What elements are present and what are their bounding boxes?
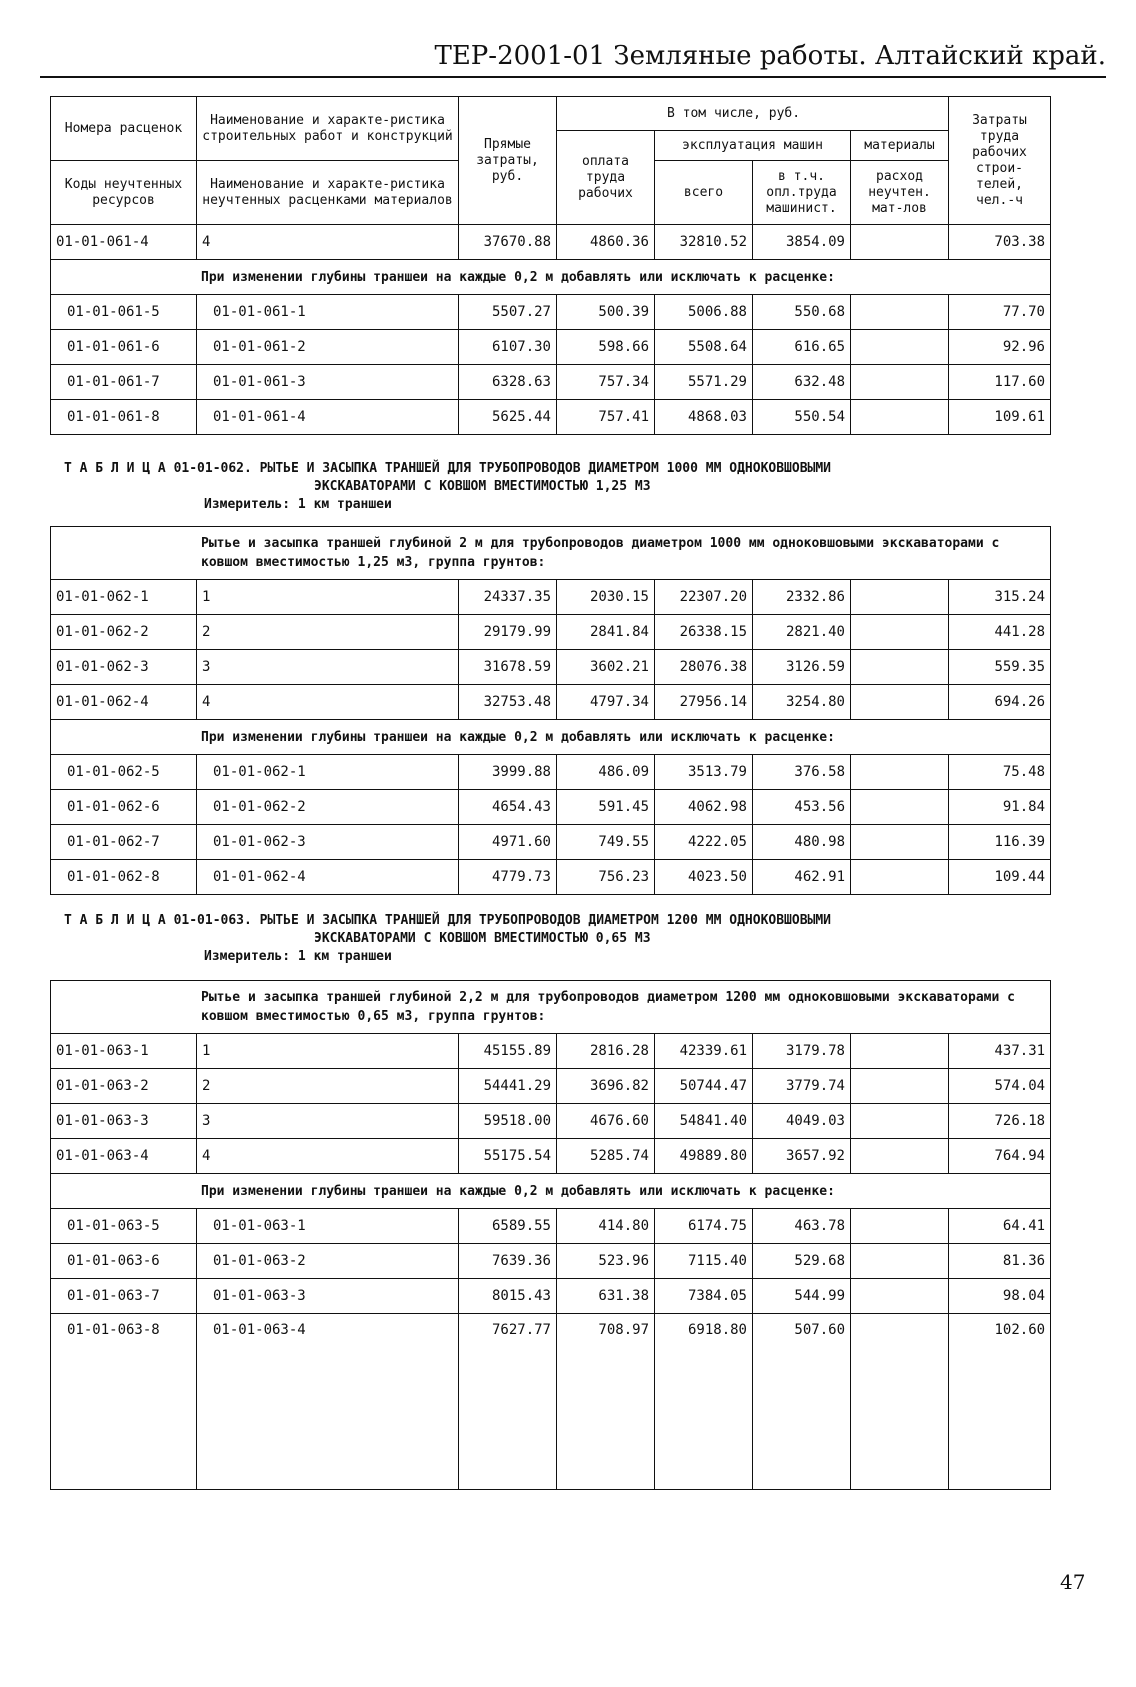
labor-hours: 315.24 [949,580,1051,615]
machinist-cost: 376.58 [753,755,851,790]
table-row [51,400,1051,435]
materials-cost [851,1314,949,1490]
direct-cost: 8015.43 [459,1279,557,1314]
materials-cost [851,295,949,330]
labor-hours: 98.04 [949,1279,1051,1314]
wages-cost: 2841.84 [557,615,655,650]
rate-code: 01-01-063-4 [51,1139,197,1174]
rate-code: 01-01-061-4 [51,225,197,260]
rate-code: 01-01-062-6 [51,790,197,825]
rate-name: 01-01-062-3 [197,825,459,860]
col-name: Наименование и характе-ристика строительных работ и конструкций [197,97,459,161]
table-row [51,1104,1051,1139]
materials-cost [851,365,949,400]
wages-cost: 4797.34 [557,685,655,720]
materials-cost [851,685,949,720]
direct-cost: 7627.77 [459,1314,557,1490]
machinist-cost: 3779.74 [753,1069,851,1104]
materials-cost [851,1034,949,1069]
col-wages: оплата труда рабочих [557,131,655,225]
rate-name: 4 [197,225,459,260]
table-row [51,615,1051,650]
materials-cost [851,1209,949,1244]
materials-cost [851,1139,949,1174]
table-row [51,755,1051,790]
rate-code: 01-01-062-5 [51,755,197,790]
machines-cost: 50744.47 [655,1069,753,1104]
table-title-line: ЭКСКАВАТОРАМИ С КОВШОМ ВМЕСТИМОСТЬЮ 0,65 М3 [314,931,651,946]
rate-name: 1 [197,1034,459,1069]
table-061 [50,96,1051,435]
rate-code: 01-01-062-2 [51,615,197,650]
materials-cost [851,1069,949,1104]
machines-cost: 3513.79 [655,755,753,790]
direct-cost: 5625.44 [459,400,557,435]
machinist-cost: 3126.59 [753,650,851,685]
direct-cost: 45155.89 [459,1034,557,1069]
col-direct: Прямые затраты, руб. [459,97,557,225]
table-row [51,1139,1051,1174]
machinist-cost: 550.68 [753,295,851,330]
machinist-cost: 550.54 [753,400,851,435]
col-incl-machinist: в т.ч. опл.труда машинист. [753,161,851,225]
machines-cost: 5006.88 [655,295,753,330]
labor-hours: 726.18 [949,1104,1051,1139]
rate-name: 01-01-063-3 [197,1279,459,1314]
machinist-cost: 544.99 [753,1279,851,1314]
direct-cost: 37670.88 [459,225,557,260]
labor-hours: 437.31 [949,1034,1051,1069]
machinist-cost: 529.68 [753,1244,851,1279]
rate-code: 01-01-063-5 [51,1209,197,1244]
machines-cost: 26338.15 [655,615,753,650]
rate-code: 01-01-063-7 [51,1279,197,1314]
materials-cost [851,755,949,790]
table-row [51,685,1051,720]
machines-cost: 54841.40 [655,1104,753,1139]
table-row [51,1034,1051,1069]
machines-cost: 7384.05 [655,1279,753,1314]
table-row [51,365,1051,400]
materials-cost [851,650,949,685]
machines-cost: 6174.75 [655,1209,753,1244]
table-063-title [64,912,1044,966]
page-number: 47 [1060,1570,1086,1594]
machines-cost: 32810.52 [655,225,753,260]
materials-cost [851,790,949,825]
rate-code: 01-01-062-8 [51,860,197,895]
rate-name: 2 [197,615,459,650]
rate-code: 01-01-062-1 [51,580,197,615]
depth-change-note: При изменении глубины траншеи на каждые 0,2 м добавлять или исключать к расценке: [51,720,1051,755]
table-measure: Измеритель: 1 км траншеи [204,949,392,964]
wages-cost: 3602.21 [557,650,655,685]
machinist-cost: 463.78 [753,1209,851,1244]
rate-code: 01-01-063-1 [51,1034,197,1069]
rate-name: 4 [197,685,459,720]
table-title-line: Т А Б Л И Ц А 01-01-062. РЫТЬЕ И ЗАСЫПКА ТРАНШЕЙ ДЛЯ ТРУБОПРОВОДОВ ДИАМЕТРОМ 1000 ММ ОДНОКОВШОВЫМИ [64,461,832,476]
machines-cost: 49889.80 [655,1139,753,1174]
table-row [51,825,1051,860]
machines-cost: 4023.50 [655,860,753,895]
table-row [51,650,1051,685]
rate-name: 01-01-061-3 [197,365,459,400]
wages-cost: 523.96 [557,1244,655,1279]
direct-cost: 4779.73 [459,860,557,895]
machinist-cost: 507.60 [753,1314,851,1490]
table-row [51,1069,1051,1104]
rate-code: 01-01-061-6 [51,330,197,365]
rate-name: 3 [197,650,459,685]
table-062-title [64,460,1044,514]
labor-hours: 75.48 [949,755,1051,790]
machinist-cost: 462.91 [753,860,851,895]
labor-hours: 109.61 [949,400,1051,435]
machines-cost: 4062.98 [655,790,753,825]
table-measure: Измеритель: 1 км траншеи [204,497,392,512]
rate-name: 01-01-061-1 [197,295,459,330]
machines-cost: 27956.14 [655,685,753,720]
col-labor: Затраты труда рабочих строи-телей, чел.-ч [949,97,1051,225]
col-machines: эксплуатация машин [655,131,851,161]
col-unaccounted-name: Наименование и характе-ристика неучтенных расценками материалов [197,161,459,225]
machinist-cost: 3254.80 [753,685,851,720]
header-title: ТЕР-2001-01 Земляные работы. Алтайский край. [434,41,1106,71]
labor-hours: 102.60 [949,1314,1051,1490]
labor-hours: 764.94 [949,1139,1051,1174]
table-title-line: ЭКСКАВАТОРАМИ С КОВШОМ ВМЕСТИМОСТЬЮ 1,25 М3 [314,479,651,494]
rate-name: 3 [197,1104,459,1139]
rate-name: 4 [197,1139,459,1174]
wages-cost: 757.34 [557,365,655,400]
col-unaccounted-use: расход неучтен. мат-лов [851,161,949,225]
machines-cost: 5508.64 [655,330,753,365]
materials-cost [851,825,949,860]
direct-cost: 7639.36 [459,1244,557,1279]
table-row [51,1279,1051,1314]
wages-cost: 4860.36 [557,225,655,260]
wages-cost: 749.55 [557,825,655,860]
rate-name: 01-01-063-2 [197,1244,459,1279]
rate-code: 01-01-063-3 [51,1104,197,1139]
table-row [51,860,1051,895]
table-title-line: Т А Б Л И Ц А 01-01-063. РЫТЬЕ И ЗАСЫПКА ТРАНШЕЙ ДЛЯ ТРУБОПРОВОДОВ ДИАМЕТРОМ 1200 ММ ОДНОКОВШОВЫМИ [64,913,832,928]
labor-hours: 92.96 [949,330,1051,365]
machinist-cost: 2332.86 [753,580,851,615]
direct-cost: 31678.59 [459,650,557,685]
wages-cost: 4676.60 [557,1104,655,1139]
table-row [51,1314,1051,1490]
labor-hours: 694.26 [949,685,1051,720]
direct-cost: 24337.35 [459,580,557,615]
labor-hours: 116.39 [949,825,1051,860]
rate-name: 2 [197,1069,459,1104]
labor-hours: 441.28 [949,615,1051,650]
direct-cost: 3999.88 [459,755,557,790]
depth-change-note: При изменении глубины траншеи на каждые 0,2 м добавлять или исключать к расценке: [51,260,1051,295]
materials-cost [851,225,949,260]
col-materials: материалы [851,131,949,161]
machinist-cost: 616.65 [753,330,851,365]
rate-name: 01-01-061-4 [197,400,459,435]
wages-cost: 757.41 [557,400,655,435]
direct-cost: 6589.55 [459,1209,557,1244]
machinist-cost: 480.98 [753,825,851,860]
machinist-cost: 3657.92 [753,1139,851,1174]
machines-cost: 5571.29 [655,365,753,400]
direct-cost: 5507.27 [459,295,557,330]
labor-hours: 109.44 [949,860,1051,895]
wages-cost: 708.97 [557,1314,655,1490]
wages-cost: 2030.15 [557,580,655,615]
table-row [51,1209,1051,1244]
machinist-cost: 2821.40 [753,615,851,650]
rate-code: 01-01-062-4 [51,685,197,720]
machines-cost: 7115.40 [655,1244,753,1279]
labor-hours: 574.04 [949,1069,1051,1104]
machines-cost: 22307.20 [655,580,753,615]
machines-cost: 42339.61 [655,1034,753,1069]
direct-cost: 6328.63 [459,365,557,400]
wages-cost: 414.80 [557,1209,655,1244]
machines-cost: 28076.38 [655,650,753,685]
rate-name: 01-01-062-1 [197,755,459,790]
depth-change-note: При изменении глубины траншеи на каждые 0,2 м добавлять или исключать к расценке: [51,1174,1051,1209]
machinist-cost: 453.56 [753,790,851,825]
table-row [51,330,1051,365]
col-including: В том числе, руб. [557,97,949,131]
table-row [51,1244,1051,1279]
materials-cost [851,1104,949,1139]
table-description: Рытье и засыпка траншей глубиной 2 м для трубопроводов диаметром 1000 мм одноковшовыми экскаваторами с ковшом вместимостью 1,25 м3, группа грунтов: [51,527,1051,580]
rate-name: 1 [197,580,459,615]
materials-cost [851,1244,949,1279]
direct-cost: 59518.00 [459,1104,557,1139]
col-codes: Коды неучтенных ресурсов [51,161,197,225]
labor-hours: 81.36 [949,1244,1051,1279]
wages-cost: 3696.82 [557,1069,655,1104]
rate-code: 01-01-063-2 [51,1069,197,1104]
table-row [51,790,1051,825]
labor-hours: 77.70 [949,295,1051,330]
direct-cost: 4971.60 [459,825,557,860]
table-row [51,295,1051,330]
wages-cost: 756.23 [557,860,655,895]
labor-hours: 117.60 [949,365,1051,400]
table-row [51,225,1051,260]
rate-name: 01-01-062-2 [197,790,459,825]
rate-name: 01-01-063-4 [197,1314,459,1490]
materials-cost [851,1279,949,1314]
rate-code: 01-01-063-6 [51,1244,197,1279]
rate-code: 01-01-062-3 [51,650,197,685]
rate-code: 01-01-063-8 [51,1314,197,1490]
rate-name: 01-01-063-1 [197,1209,459,1244]
machinist-cost: 3179.78 [753,1034,851,1069]
rate-code: 01-01-062-7 [51,825,197,860]
table-description: Рытье и засыпка траншей глубиной 2,2 м для трубопроводов диаметром 1200 мм одноковшовыми экскаваторами с ковшом вместимостью 0,65 м3, группа грунтов: [51,981,1051,1034]
wages-cost: 2816.28 [557,1034,655,1069]
direct-cost: 29179.99 [459,615,557,650]
rate-code: 01-01-061-8 [51,400,197,435]
wages-cost: 500.39 [557,295,655,330]
direct-cost: 4654.43 [459,790,557,825]
materials-cost [851,580,949,615]
direct-cost: 6107.30 [459,330,557,365]
labor-hours: 91.84 [949,790,1051,825]
materials-cost [851,400,949,435]
wages-cost: 631.38 [557,1279,655,1314]
table-062 [50,526,1051,895]
direct-cost: 54441.29 [459,1069,557,1104]
rate-code: 01-01-061-7 [51,365,197,400]
table-row [51,580,1051,615]
machines-cost: 4868.03 [655,400,753,435]
wages-cost: 486.09 [557,755,655,790]
table-063 [50,980,1051,1490]
labor-hours: 559.35 [949,650,1051,685]
col-total: всего [655,161,753,225]
rate-code: 01-01-061-5 [51,295,197,330]
page-header [40,36,1106,78]
labor-hours: 703.38 [949,225,1051,260]
direct-cost: 32753.48 [459,685,557,720]
wages-cost: 591.45 [557,790,655,825]
machinist-cost: 3854.09 [753,225,851,260]
machinist-cost: 632.48 [753,365,851,400]
wages-cost: 598.66 [557,330,655,365]
machinist-cost: 4049.03 [753,1104,851,1139]
col-numbers: Номера расценок [51,97,197,161]
rate-name: 01-01-061-2 [197,330,459,365]
rate-name: 01-01-062-4 [197,860,459,895]
machines-cost: 4222.05 [655,825,753,860]
machines-cost: 6918.80 [655,1314,753,1490]
labor-hours: 64.41 [949,1209,1051,1244]
materials-cost [851,860,949,895]
materials-cost [851,330,949,365]
materials-cost [851,615,949,650]
direct-cost: 55175.54 [459,1139,557,1174]
wages-cost: 5285.74 [557,1139,655,1174]
